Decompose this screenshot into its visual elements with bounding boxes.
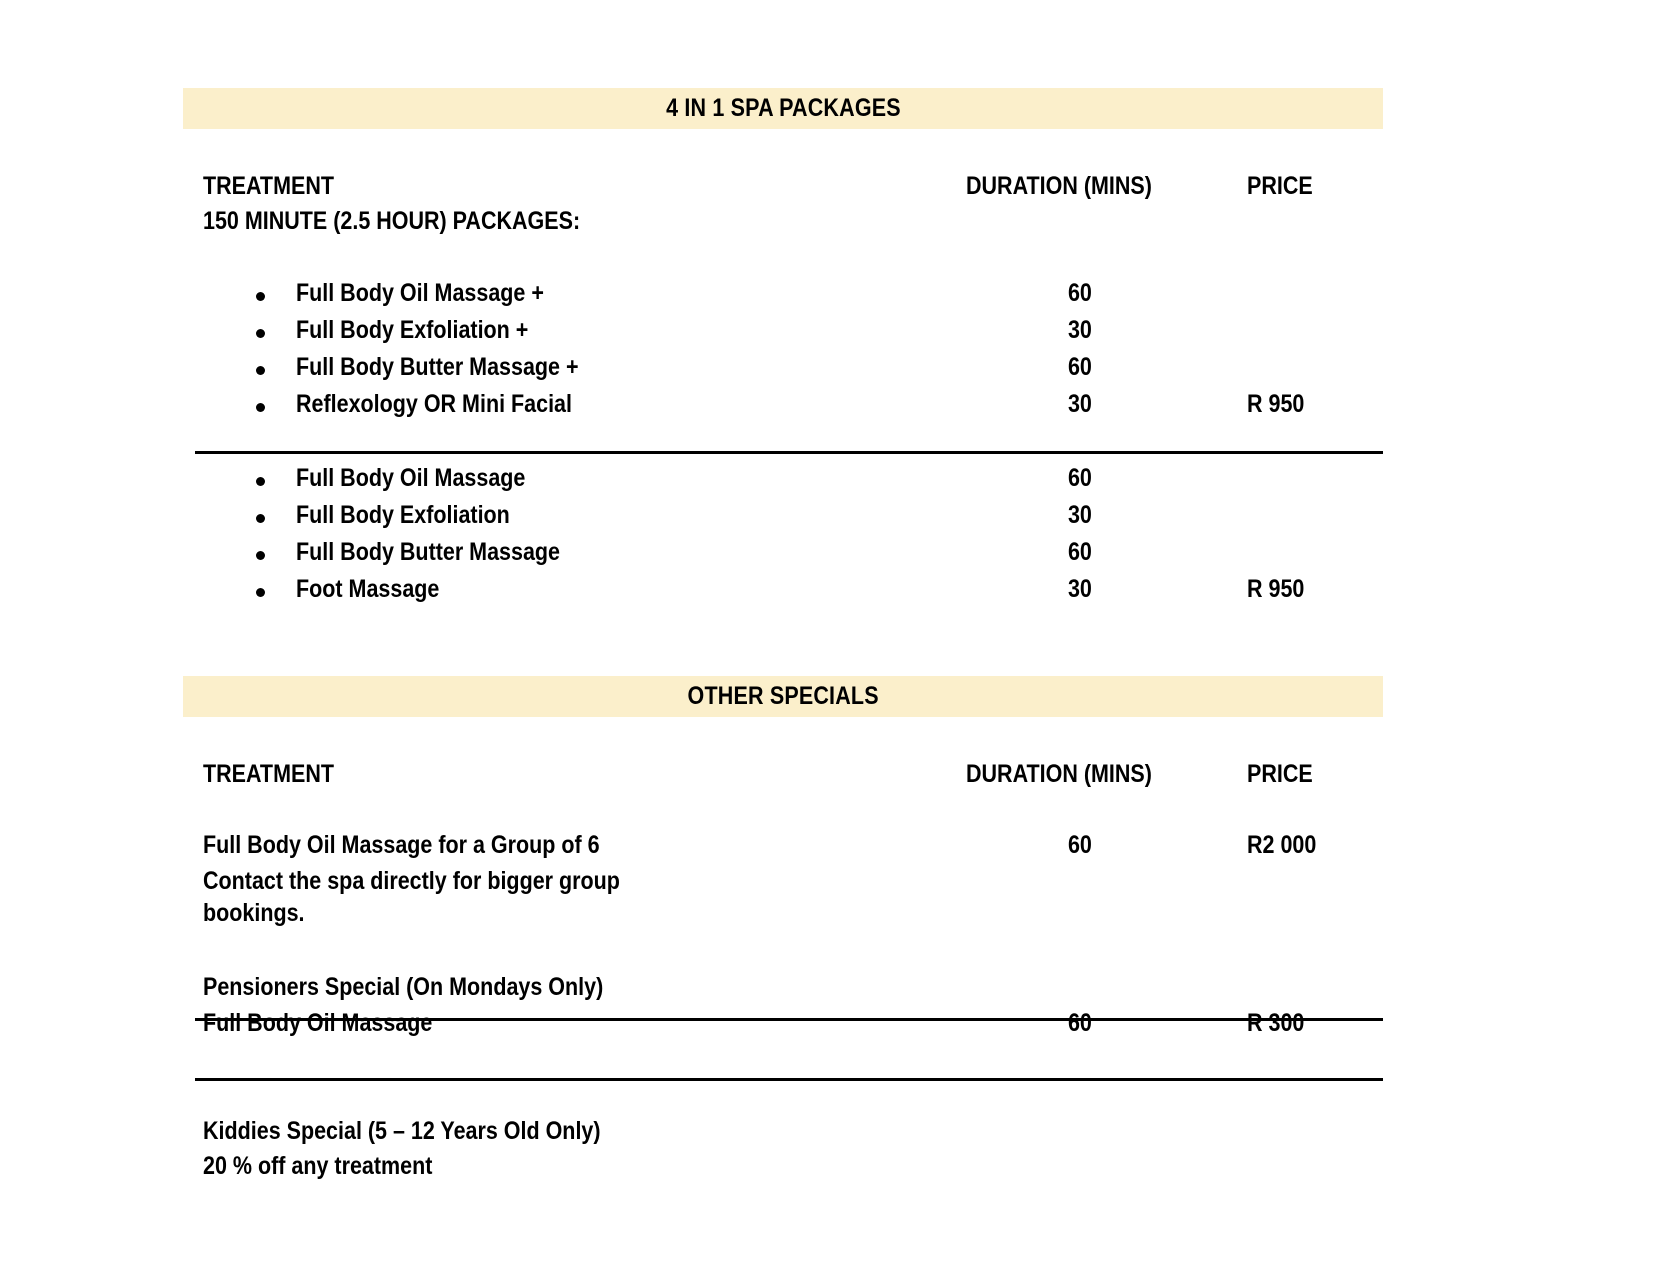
table-row: [0, 538, 1654, 575]
banner-label: 4 IN 1 SPA PACKAGES: [665, 94, 901, 122]
treatment-note-line: Contact the spa directly for bigger group: [203, 867, 620, 895]
row-divider: [195, 1078, 1383, 1081]
subheading-150-minute-packages: 150 MINUTE (2.5 HOUR) PACKAGES:: [203, 207, 581, 235]
price-cell: R2 000: [1247, 831, 1317, 859]
duration-cell: 30: [1068, 390, 1092, 418]
price-cell: R 300: [1247, 1009, 1305, 1037]
duration-cell: 30: [1068, 316, 1092, 344]
bullet-icon: [256, 292, 265, 301]
duration-cell: 60: [1068, 538, 1092, 566]
table-row: [0, 973, 1654, 1010]
section-banner-other-specials: [183, 676, 1383, 717]
bullet-icon: [256, 588, 265, 597]
treatment-cell: Reflexology OR Mini Facial: [296, 390, 572, 418]
treatment-cell: Full Body Exfoliation +: [296, 316, 529, 344]
table-row: [0, 831, 1654, 868]
duration-cell: 60: [1068, 464, 1092, 492]
column-header-price: PRICE: [1247, 760, 1313, 788]
duration-cell: 30: [1068, 501, 1092, 529]
table-row: [0, 464, 1654, 501]
column-header-price: PRICE: [1247, 172, 1313, 200]
treatment-note-line: bookings.: [203, 899, 305, 927]
table-row: [0, 1117, 1654, 1154]
table-row: [0, 279, 1654, 316]
table-row: [0, 353, 1654, 390]
treatment-cell: Pensioners Special (On Mondays Only): [203, 973, 604, 1001]
treatment-cell: Full Body Exfoliation: [296, 501, 510, 529]
bullet-icon: [256, 403, 265, 412]
duration-cell: 60: [1068, 1009, 1092, 1037]
column-header-duration: DURATION (MINS): [966, 172, 1152, 200]
treatment-cell: Full Body Oil Massage for a Group of 6: [203, 831, 600, 859]
bullet-icon: [256, 366, 265, 375]
treatment-cell: Full Body Oil Massage +: [296, 279, 544, 307]
table-row: [0, 575, 1654, 612]
treatment-cell: Full Body Butter Massage +: [296, 353, 579, 381]
table-row: [0, 501, 1654, 538]
table-row: [0, 390, 1654, 427]
duration-cell: 60: [1068, 279, 1092, 307]
price-cell: R 950: [1247, 390, 1305, 418]
duration-cell: 60: [1068, 831, 1092, 859]
treatment-cell: Foot Massage: [296, 575, 440, 603]
bullet-icon: [256, 551, 265, 560]
section-banner-spa-packages: [183, 88, 1383, 129]
treatment-cell: Full Body Oil Massage: [296, 464, 526, 492]
table-row: [0, 1152, 1654, 1189]
price-cell: R 950: [1247, 575, 1305, 603]
treatment-cell: Full Body Butter Massage: [296, 538, 561, 566]
duration-cell: 60: [1068, 353, 1092, 381]
treatment-cell: Kiddies Special (5 – 12 Years Old Only): [203, 1117, 601, 1145]
column-header-treatment: TREATMENT: [203, 760, 334, 788]
table-row: [0, 899, 1654, 936]
column-header-treatment: TREATMENT: [203, 172, 334, 200]
bullet-icon: [256, 477, 265, 486]
table-row: [0, 1009, 1654, 1046]
bullet-icon: [256, 329, 265, 338]
treatment-cell: Full Body Oil Massage: [203, 1009, 433, 1037]
banner-label: OTHER SPECIALS: [687, 682, 879, 710]
duration-cell: 30: [1068, 575, 1092, 603]
bullet-icon: [256, 514, 265, 523]
treatment-cell: 20 % off any treatment: [203, 1152, 433, 1180]
table-row: [0, 316, 1654, 353]
column-header-duration: DURATION (MINS): [966, 760, 1152, 788]
row-divider: [195, 451, 1383, 454]
